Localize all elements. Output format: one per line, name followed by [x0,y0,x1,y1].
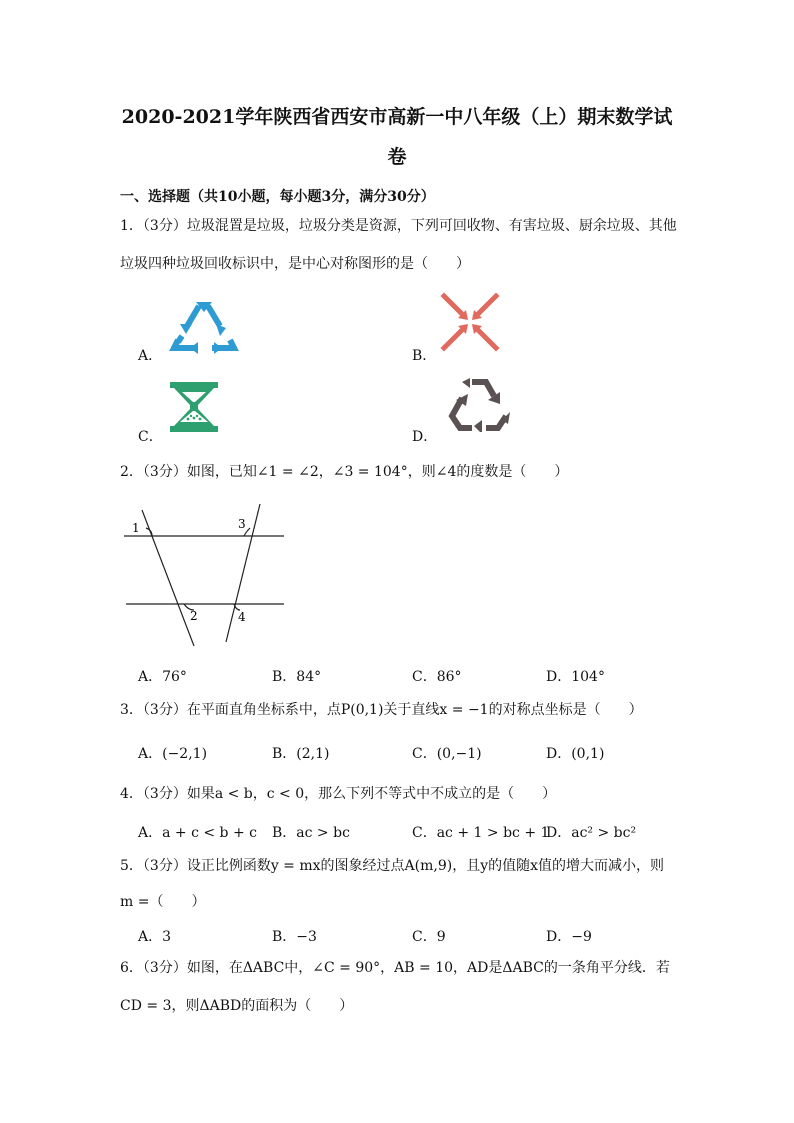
q1-option-a-label: A． [138,348,163,364]
question-5-line-1: 5．（3分）设正比例函数y = mx的图象经过点A(m,9)，且y的值随x值的增大而减小，则 [120,858,664,874]
title-line-1: 2020-2021学年陕西省西安市高新一中八年级（上）期末数学试 [121,106,673,128]
q1-option-b-label: B． [412,348,437,364]
section-heading: 一、选择题（共10小题，每小题3分，满分30分） [120,189,435,205]
q2-option-c: C．86° [412,669,462,685]
q4-option-c: C．ac + 1 > bc + 1 [412,825,550,841]
hourglass-icon [168,380,220,434]
q1-option-d-label: D． [412,429,438,445]
q2-option-b: B．84° [272,669,322,685]
q5-option-c: C．9 [412,929,446,945]
q4-option-a: A．a + c < b + c [138,825,257,841]
parallel-lines-figure [118,500,290,650]
recycle-icon [168,298,240,356]
q3-option-d: D．(0,1) [546,746,605,762]
q4-option-b: B．ac > bc [272,825,350,841]
q5-option-b: B．−3 [272,929,317,945]
exam-title [110,100,684,174]
q2-option-a: A．76° [138,669,187,685]
title-line-2: 卷 [387,146,407,168]
angle-label-4: 4 [238,610,246,624]
angle-label-2: 2 [190,609,198,623]
recycle-outline-icon [448,376,510,432]
question-3-text: 3．（3分）在平面直角坐标系中，点P(0,1)关于直线x = −1的对称点坐标是（ ） [120,702,643,718]
q2-option-d: D．104° [546,669,605,685]
angle-label-1: 1 [132,521,140,535]
q5-option-d: D．−9 [546,929,592,945]
question-2-text: 2．（3分）如图，已知∠1 = ∠2，∠3 = 104°，则∠4的度数是（ ） [120,464,569,480]
question-4-text: 4．（3分）如果a < b，c < 0，那么下列不等式中不成立的是（ ） [120,786,557,802]
angle-label-3: 3 [238,517,246,531]
q4-option-d: D．ac² > bc² [546,825,637,841]
q3-option-b: B．(2,1) [272,746,330,762]
q1-option-c-label: C． [138,429,163,445]
question-1-line-2: 垃圾四种垃圾回收标识中，是中心对称图形的是（ ） [120,256,470,272]
q3-option-c: C．(0,−1) [412,746,482,762]
hazard-arrows-icon [440,292,500,352]
question-5-line-2: m =（ ） [120,894,206,910]
question-6-line-2: CD = 3，则ΔABD的面积为（ ） [120,998,354,1014]
q5-option-a: A．3 [138,929,172,945]
question-6-line-1: 6．（3分）如图，在ΔABC中，∠C = 90°，AB = 10，AD是ΔABC的一条角平分线．若 [120,960,670,976]
q3-option-a: A．(−2,1) [138,746,208,762]
question-1-line-1: 1．（3分）垃圾混置是垃圾，垃圾分类是资源，下列可回收物、有害垃圾、厨余垃圾、其他 [120,218,677,234]
